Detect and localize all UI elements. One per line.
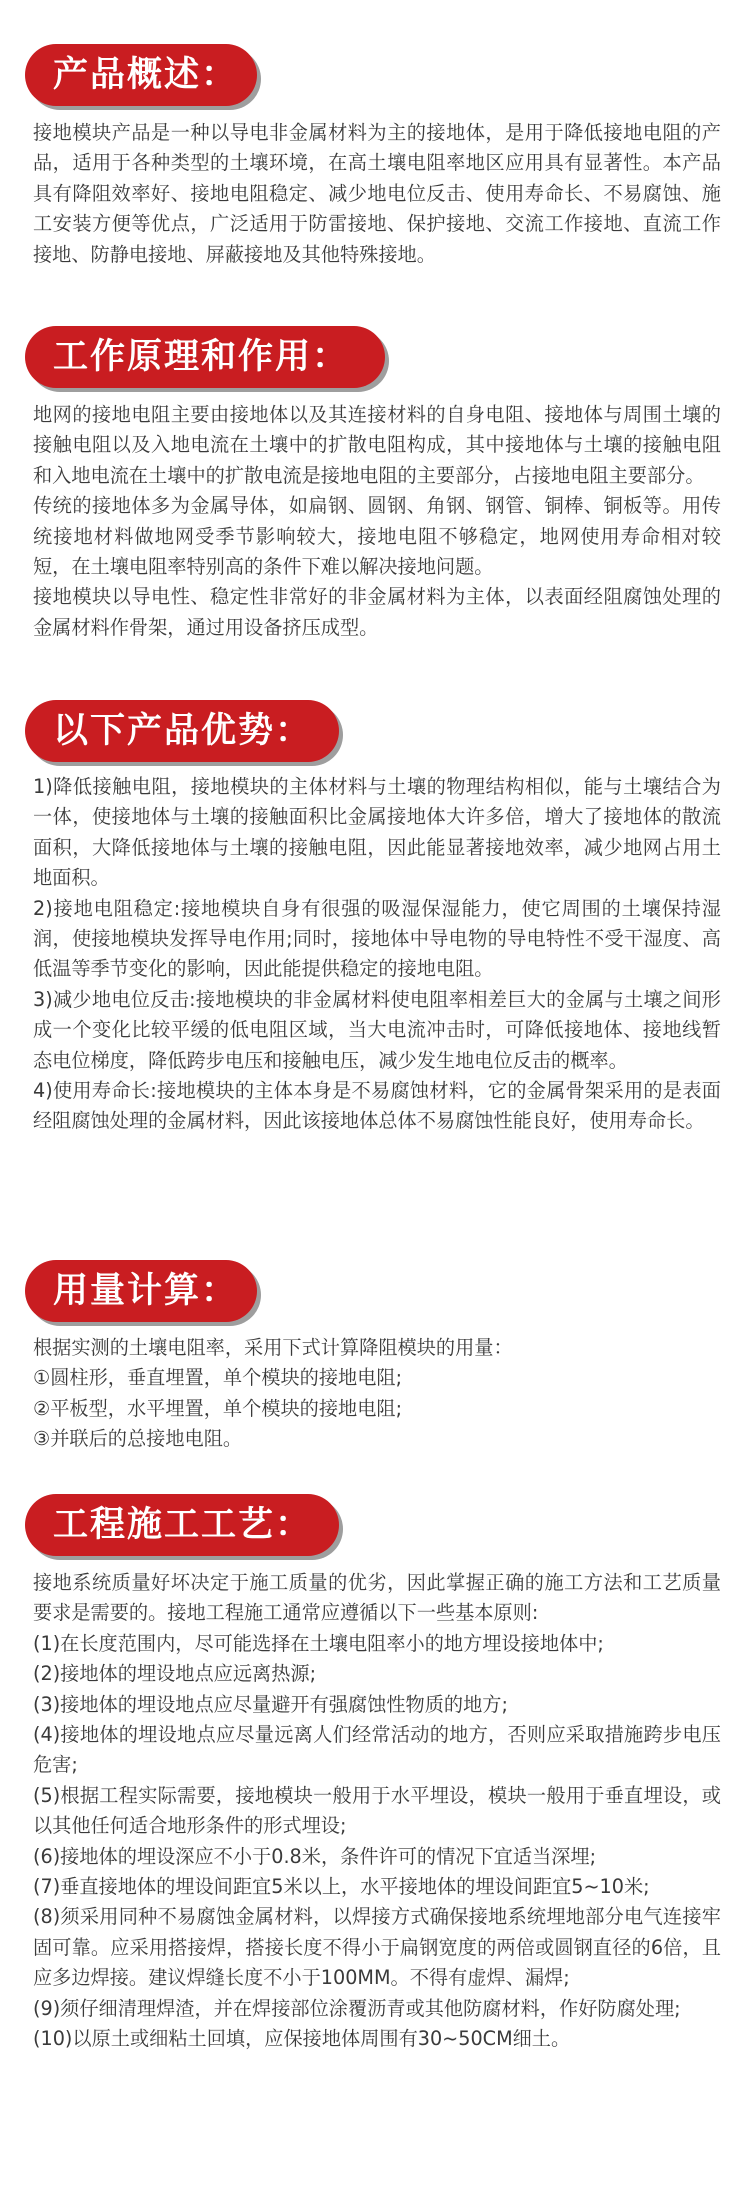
- paragraph: 接地系统质量好坏决定于施工质量的优劣，因此掌握正确的施工方法和工艺质量要求是需要的。接地工程施工通常应遵循以下一些基本原则:: [33, 1571, 721, 1625]
- section-title: 工程施工工艺：: [25, 1494, 339, 1556]
- section-body: [33, 400, 721, 643]
- list-item: (5)根据工程实际需要，接地模块一般用于水平埋设，模块一般用于垂直埋设，或以其他任何适合地形条件的形式埋设;: [33, 1783, 721, 1838]
- list-item: (2)接地体的埋设地点应远离热源;: [33, 1662, 317, 1686]
- paragraph: 传统的接地体多为金属导体，如扁钢、圆钢、角钢、钢管、铜棒、铜板等。用传统接地材料做地网受季节影响较大，接地电阻不够稳定，地网使用寿命相对较短，在土壤电阻率特别高的条件下难以解决接地问题。: [33, 494, 721, 579]
- list-item: (7)垂直接地体的埋设间距宜5米以上，水平接地体的埋设间距宜5~10米;: [33, 1875, 650, 1899]
- paragraph: 根据实测的土壤电阻率，采用下式计算降阻模块的用量：: [33, 1336, 513, 1359]
- list-item: (1)在长度范围内，尽可能选择在土壤电阻率小的地方埋设接地体中;: [33, 1631, 604, 1655]
- list-item: (4)接地体的埋设地点应尽量远离人们经常活动的地方，否则应采取措施跨步电压危害;: [33, 1723, 721, 1777]
- section-title: 用量计算：: [25, 1260, 257, 1322]
- list-item: (3)接地体的埋设地点应尽量避开有强腐蚀性物质的地方;: [33, 1692, 508, 1716]
- section-body: [33, 1568, 721, 2055]
- section-title: 工作原理和作用：: [25, 326, 385, 388]
- list-item: ②平板型，水平埋置，单个模块的接地电阻;: [33, 1396, 403, 1420]
- paragraph: 地网的接地电阻主要由接地体以及其连接材料的自身电阻、接地体与周围土壤的接触电阻以及入地电流在土壤中的扩散电阻构成，其中接地体与土壤的接触电阻和入地电流在土壤中的扩散电流是接地电阻的主要部分，占接地电阻主要部分。: [33, 403, 721, 487]
- list-item: (6)接地体的埋设深应不小于0.8米，条件许可的情况下宜适当深埋;: [33, 1844, 597, 1868]
- section-body: [33, 1333, 721, 1455]
- paragraph: 3)减少地电位反击:接地模块的非金属材料使电阻率相差巨大的金属与土壤之间形成一个变化比较平缓的低电阻区域，当大电流冲击时，可降低接地体、接地线暂态电位梯度，降低跨步电压和接触电压，减少发生地电位反击的概率。: [33, 987, 721, 1072]
- paragraph: 2)接地电阻稳定:接地模块自身有很强的吸湿保湿能力，使它周围的土壤保持湿润，使接地模块发挥导电作用;同时，接地体中导电物的导电特性不受干湿度、高低温等季节变化的影响，因此能提供稳定的接地电阻。: [33, 896, 721, 981]
- list-item: (8)须采用同种不易腐蚀金属材料，以焊接方式确保接地系统埋地部分电气连接牢固可靠。应采用搭接焊，搭接长度不得小于扁钢宽度的两倍或圆钢直径的6倍，且应多边焊接。建议焊缝长度不小于100MM。不得有虚焊、漏焊;: [33, 1905, 721, 1990]
- section-body: [33, 772, 721, 1137]
- paragraph: 接地模块以导电性、稳定性非常好的非金属材料为主体，以表面经阻腐蚀处理的金属材料作骨架，通过用设备挤压成型。: [33, 585, 721, 639]
- paragraph: 接地模块产品是一种以导电非金属材料为主的接地体，是用于降低接地电阻的产品，适用于各种类型的土壤环境，在高土壤电阻率地区应用具有显著性。本产品具有降阻效率好、接地电阻稳定、减少地电位反击、使用寿命长、不易腐蚀、施工安装方便等优点，广泛适用于防雷接地、保护接地、交流工作接地、直流工作接地、防静电接地、屏蔽接地及其他特殊接地。: [33, 121, 721, 266]
- list-item: (9)须仔细清理焊渣，并在焊接部位涂覆沥青或其他防腐材料，作好防腐处理;: [33, 1996, 681, 2020]
- section-title: 以下产品优势：: [25, 700, 339, 762]
- list-item: ③并联后的总接地电阻。: [33, 1427, 243, 1451]
- paragraph: 4)使用寿命长:接地模块的主体本身是不易腐蚀材料，它的金属骨架采用的是表面经阻腐蚀处理的金属材料，因此该接地体总体不易腐蚀性能良好，使用寿命长。: [33, 1079, 721, 1133]
- list-item: (10)以原土或细粘土回填，应保接地体周围有30~50CM细土。: [33, 2027, 571, 2051]
- paragraph: 1)降低接触电阻，接地模块的主体材料与土壤的物理结构相似，能与土壤结合为一体，使接地体与土壤的接触面积比金属接地体大许多倍，增大了接地体的散流面积，大降低接地体与土壤的接触电阻，因此能显著接地效率，减少地网占用土地面积。: [33, 775, 721, 890]
- section-body: [33, 118, 721, 270]
- section-title: 产品概述：: [25, 44, 257, 106]
- list-item: ①圆柱形，垂直埋置，单个模块的接地电阻;: [33, 1366, 403, 1390]
